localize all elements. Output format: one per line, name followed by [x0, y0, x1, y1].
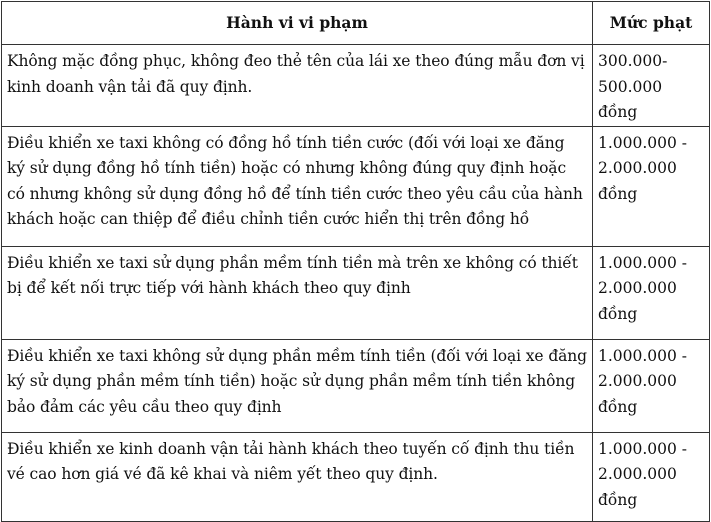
header-fine: Mức phạt	[593, 2, 710, 45]
violation-cell: Điều khiển xe taxi sử dụng phần mềm tính tiền mà trên xe không có thiết bị để kết nối trực tiếp với hành khách theo quy định	[2, 246, 593, 339]
table-row	[2, 126, 710, 246]
table-row	[2, 432, 710, 521]
fine-cell: 1.000.000 - 2.000.000 đồng	[593, 339, 710, 432]
fine-cell: 1.000.000 - 2.000.000 đồng	[593, 246, 710, 339]
penalty-table	[1, 1, 710, 522]
header-violation: Hành vi vi phạm	[2, 2, 593, 45]
table-row	[2, 45, 710, 127]
violation-cell: Điều khiển xe taxi không sử dụng phần mềm tính tiền (đối với loại xe đăng ký sử dụng phần mềm tính tiền) hoặc sử dụng phần mềm tính tiền không bảo đảm các yêu cầu theo quy định	[2, 339, 593, 432]
violation-cell: Điều khiển xe taxi không có đồng hồ tính tiền cước (đối với loại xe đăng ký sử dụng đồng hồ tính tiền) hoặc có nhưng không đúng quy định hoặc có nhưng không sử dụng đồng hồ để tính tiền cước theo yêu cầu của hành khách hoặc can thiệp để điều chỉnh tiền cước hiển thị trên đồng hồ	[2, 126, 593, 246]
violation-cell: Không mặc đồng phục, không đeo thẻ tên của lái xe theo đúng mẫu đơn vị kinh doanh vận tải đã quy định.	[2, 45, 593, 127]
fine-cell: 300.000-500.000 đồng	[593, 45, 710, 127]
table-row	[2, 339, 710, 432]
table-row	[2, 246, 710, 339]
fine-cell: 1.000.000 - 2.000.000 đồng	[593, 126, 710, 246]
violation-cell: Điều khiển xe kinh doanh vận tải hành khách theo tuyến cố định thu tiền vé cao hơn giá vé đã kê khai và niêm yết theo quy định.	[2, 432, 593, 521]
table-header-row	[2, 2, 710, 45]
fine-cell: 1.000.000 - 2.000.000 đồng	[593, 432, 710, 521]
